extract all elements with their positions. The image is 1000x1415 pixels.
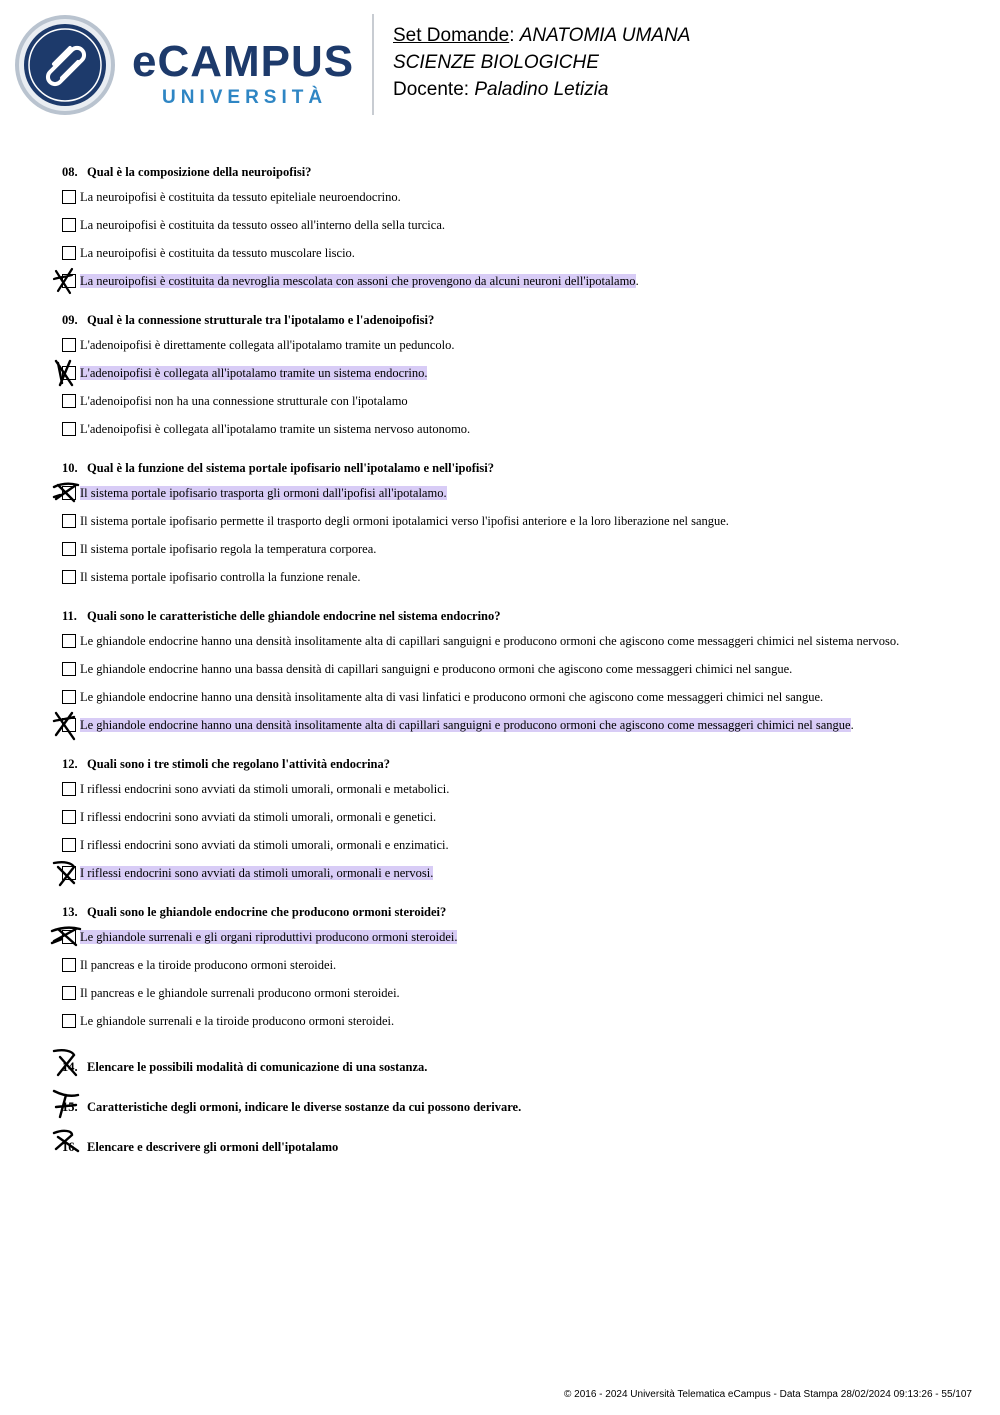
answer-text: La neuroipofisi è costituita da tessuto osseo all'interno della sella turcica. (80, 218, 445, 232)
answer-text-highlighted: I riflessi endocrini sono avviati da stimoli umorali, ormonali e nervosi. (80, 866, 434, 880)
ecampus-university-label: UNIVERSITÀ (162, 87, 328, 108)
answer-text: Le ghiandole endocrine hanno una densità insolitamente alta di vasi linfatici e producono ormoni che agiscono come messaggeri chimici nel sangue. (80, 690, 824, 704)
answer-option-selected[interactable] (62, 923, 982, 951)
open-question-15: 15. Caratteristiche degli ormoni, indicare le diverse sostanze da cui possono derivare. (62, 1097, 982, 1137)
answer-option-selected[interactable] (62, 859, 982, 887)
header-divider (372, 14, 374, 115)
handwritten-cross-mark-icon (50, 1087, 84, 1119)
teacher-label: Docente (393, 79, 464, 100)
answer-option[interactable] (62, 415, 982, 443)
answer-text: La neuroipofisi è costituita da tessuto muscolare liscio. (80, 246, 355, 260)
answer-text-highlighted: Le ghiandole surrenali e gli organi riproduttivi producono ormoni steroidei. (80, 930, 458, 944)
teacher-value: Paladino Letizia (474, 79, 609, 100)
answer-text: I riflessi endocrini sono avviati da stimoli umorali, ormonali e enzimatici. (80, 838, 449, 852)
answer-text: Il sistema portale ipofisario regola la temperatura corporea. (80, 542, 377, 556)
question-09 (62, 309, 982, 443)
answer-checkbox[interactable] (62, 218, 76, 232)
answer-checkbox[interactable] (62, 1014, 76, 1028)
answer-checkbox[interactable] (62, 810, 76, 824)
question-title: 11. Quali sono le caratteristiche delle ghiandole endocrine nel sistema endocrino? (62, 609, 501, 623)
answer-option[interactable] (62, 331, 982, 359)
question-08 (62, 161, 982, 295)
ecampus-seal-logo-icon (14, 14, 116, 116)
answer-checkbox[interactable] (62, 662, 76, 676)
answer-text: Le ghiandole surrenali e la tiroide producono ormoni steroidei. (80, 1014, 395, 1028)
question-title: 09. Qual è la connessione strutturale tra l'ipotalamo e l'adenoipofisi? (62, 313, 435, 327)
answer-option-selected[interactable] (62, 479, 982, 507)
answer-text: L'adenoipofisi è collegata all'ipotalamo tramite un sistema nervoso autonomo. (80, 422, 471, 436)
answer-option[interactable] (62, 979, 982, 1007)
answer-option[interactable] (62, 239, 982, 267)
question-11 (62, 605, 982, 739)
answer-checkbox[interactable] (62, 838, 76, 852)
answer-option[interactable] (62, 211, 982, 239)
answer-option-selected[interactable] (62, 359, 982, 387)
answer-option[interactable] (62, 655, 982, 683)
question-title: 10. Qual è la funzione del sistema portale ipofisario nell'ipotalamo e nell'ipofisi? (62, 461, 494, 475)
answer-option[interactable] (62, 535, 982, 563)
handwritten-cross-mark-icon (50, 1127, 84, 1159)
handwritten-cross-mark-icon (50, 709, 84, 741)
answer-text: L'adenoipofisi non ha una connessione strutturale con l'ipotalamo (80, 394, 408, 408)
answer-checkbox[interactable] (62, 542, 76, 556)
answer-text: I riflessi endocrini sono avviati da stimoli umorali, ormonali e metabolici. (80, 782, 450, 796)
answer-text: Il pancreas e la tiroide producono ormoni steroidei. (80, 958, 337, 972)
question-12 (62, 753, 982, 887)
answer-text-highlighted: La neuroipofisi è costituita da nevroglia mescolata con assoni che provengono da alcuni neuroni dell'ipotalamo (80, 274, 636, 288)
answer-text-highlighted: Le ghiandole endocrine hanno una densità insolitamente alta di capillari sanguigni e producono ormoni che agiscono come messaggeri chimici nel sangue (80, 718, 851, 732)
answer-text: Il sistema portale ipofisario permette il trasporto degli ormoni ipotalamici verso l'ipofisi anteriore e la loro liberazione nel sangue. (80, 514, 729, 528)
answer-option[interactable] (62, 627, 982, 655)
question-title: 12. Quali sono i tre stimoli che regolano l'attività endocrina? (62, 757, 390, 771)
answer-checkbox[interactable] (62, 190, 76, 204)
answer-option-selected[interactable]: Le ghiandole endocrine hanno una densità insolitamente alta di capillari sanguigni e producono ormoni che agiscono come messaggeri chimici nel sangue. (62, 711, 982, 739)
answer-text: Le ghiandole endocrine hanno una densità insolitamente alta di capillari sanguigni e producono ormoni che agiscono come messaggeri chimici nel sistema nervoso. (80, 634, 900, 648)
open-question-16: 16. Elencare e descrivere gli ormoni dell'ipotalamo (62, 1137, 982, 1177)
question-title: 08. Qual è la composizione della neuroipofisi? (62, 165, 312, 179)
page-footer: © 2016 - 2024 Università Telematica eCampus - Data Stampa 28/02/2024 09:13:26 - 55/107 (564, 1389, 972, 1400)
answer-option[interactable] (62, 1007, 982, 1035)
set-label: Set Domande (393, 25, 510, 46)
course-value: SCIENZE BIOLOGICHE (393, 52, 599, 73)
answer-text: L'adenoipofisi è direttamente collegata all'ipotalamo tramite un peduncolo. (80, 338, 455, 352)
handwritten-cross-mark-icon (50, 921, 84, 953)
answer-option[interactable] (62, 951, 982, 979)
answer-checkbox[interactable] (62, 338, 76, 352)
question-list (62, 161, 982, 1177)
answer-checkbox[interactable] (62, 690, 76, 704)
answer-checkbox[interactable] (62, 394, 76, 408)
answer-option[interactable] (62, 803, 982, 831)
answer-checkbox[interactable] (62, 422, 76, 436)
course-line (393, 49, 690, 76)
handwritten-cross-mark-icon (50, 1047, 84, 1079)
handwritten-cross-mark-icon (50, 265, 84, 297)
question-title: 13. Quali sono le ghiandole endocrine che producono ormoni steroidei? (62, 905, 447, 919)
answer-checkbox[interactable] (62, 782, 76, 796)
answer-text: I riflessi endocrini sono avviati da stimoli umorali, ormonali e genetici. (80, 810, 437, 824)
answer-option[interactable] (62, 183, 982, 211)
teacher-line: Docente: Paladino Letizia (393, 79, 609, 100)
answer-text: La neuroipofisi è costituita da tessuto epiteliale neuroendocrino. (80, 190, 401, 204)
answer-option[interactable] (62, 507, 982, 535)
answer-option[interactable] (62, 387, 982, 415)
question-10 (62, 457, 982, 591)
header-info (393, 22, 690, 103)
page-header (0, 0, 1000, 130)
answer-text-highlighted: Il sistema portale ipofisario trasporta gli ormoni dall'ipofisi all'ipotalamo. (80, 486, 447, 500)
handwritten-cross-mark-icon (50, 477, 84, 509)
handwritten-cross-mark-icon (50, 357, 84, 389)
answer-option[interactable] (62, 831, 982, 859)
answer-text-highlighted: L'adenoipofisi è collegata all'ipotalamo tramite un sistema endocrino. (80, 366, 428, 380)
answer-option[interactable] (62, 683, 982, 711)
answer-text: Il pancreas e le ghiandole surrenali producono ormoni steroidei. (80, 986, 400, 1000)
handwritten-cross-mark-icon (50, 857, 84, 889)
answer-checkbox[interactable] (62, 570, 76, 584)
answer-option-selected[interactable]: La neuroipofisi è costituita da nevroglia mescolata con assoni che provengono da alcuni neuroni dell'ipotalamo. (62, 267, 982, 295)
set-value: ANATOMIA UMANA (519, 25, 691, 46)
answer-option[interactable] (62, 563, 982, 591)
answer-option[interactable] (62, 775, 982, 803)
answer-text: Le ghiandole endocrine hanno una bassa densità di capillari sanguigni e producono ormoni che agiscono come messaggeri chimici nel sangue. (80, 662, 793, 676)
question-13 (62, 901, 982, 1035)
ecampus-wordmark: eCAMPUS (132, 37, 355, 86)
answer-checkbox[interactable] (62, 634, 76, 648)
answer-checkbox[interactable] (62, 958, 76, 972)
open-question-14: 14. Elencare le possibili modalità di comunicazione di una sostanza. (62, 1057, 982, 1097)
answer-checkbox[interactable] (62, 514, 76, 528)
answer-checkbox[interactable] (62, 986, 76, 1000)
answer-text: Il sistema portale ipofisario controlla la funzione renale. (80, 570, 361, 584)
answer-checkbox[interactable] (62, 246, 76, 260)
set-line: Set Domande: ANATOMIA UMANA (393, 25, 691, 46)
